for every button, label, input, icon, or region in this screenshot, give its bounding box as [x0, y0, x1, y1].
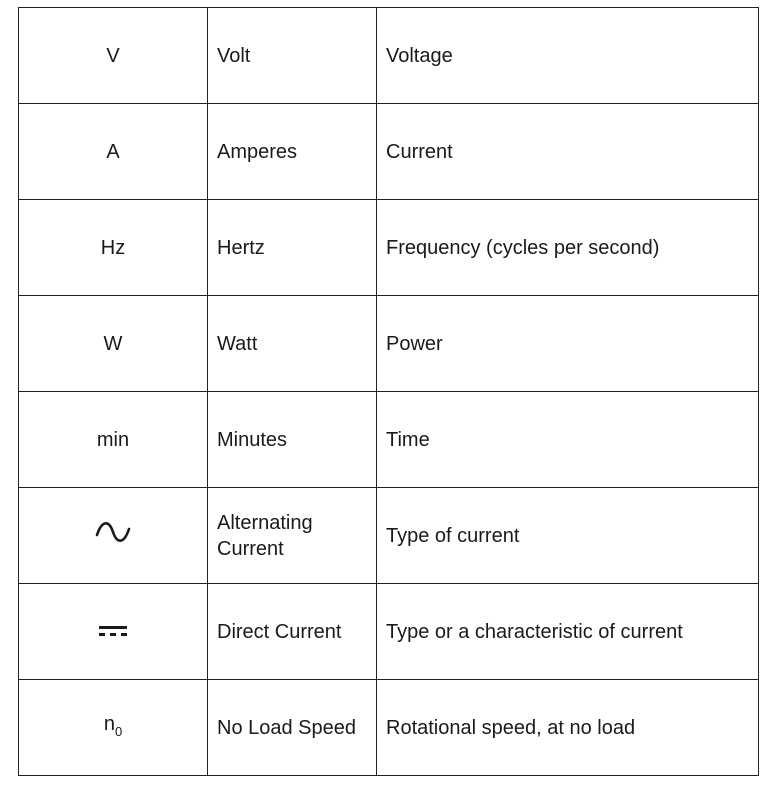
description-text: Rotational speed, at no load — [386, 716, 636, 739]
direct-current-icon — [98, 619, 128, 645]
name-cell — [208, 680, 377, 776]
table-row — [19, 584, 759, 680]
description-cell — [377, 104, 759, 200]
name-cell — [208, 392, 377, 488]
description-cell — [377, 200, 759, 296]
name-cell — [208, 296, 377, 392]
symbol-cell — [19, 104, 208, 200]
symbol-cell — [19, 296, 208, 392]
description-cell — [377, 392, 759, 488]
symbols-table — [18, 7, 759, 776]
symbol-subscript: 0 — [114, 723, 123, 739]
symbol-cell — [19, 488, 208, 584]
table-row — [19, 104, 759, 200]
description-cell — [377, 680, 759, 776]
name-cell — [208, 104, 377, 200]
name-text-line-2: Current — [217, 537, 284, 560]
description-text: Voltage — [386, 44, 453, 67]
table-row — [19, 200, 759, 296]
table-row — [19, 680, 759, 776]
symbol-text: A — [106, 140, 120, 163]
table-row — [19, 488, 759, 584]
symbol-text: V — [106, 44, 120, 67]
description-cell — [377, 296, 759, 392]
symbol-cell — [19, 680, 208, 776]
symbol-cell — [19, 8, 208, 104]
alternating-current-icon — [95, 521, 131, 550]
description-cell — [377, 8, 759, 104]
description-cell — [377, 584, 759, 680]
symbol-text — [104, 711, 122, 745]
name-cell — [208, 8, 377, 104]
symbol-cell — [19, 200, 208, 296]
table-row — [19, 392, 759, 488]
name-text: Hertz — [217, 236, 265, 259]
symbol-main: n — [103, 712, 115, 735]
name-text: No Load Speed — [217, 716, 357, 739]
name-text-line-1: Alternating — [217, 511, 313, 534]
name-cell — [208, 488, 377, 584]
name-cell — [208, 200, 377, 296]
description-text: Power — [386, 332, 443, 355]
description-text: Current — [386, 140, 453, 163]
description-text: Time — [386, 428, 430, 451]
symbol-cell — [19, 392, 208, 488]
name-text: Volt — [217, 44, 251, 67]
table-row — [19, 296, 759, 392]
description-cell — [377, 488, 759, 584]
symbol-text: W — [103, 332, 123, 355]
name-text: Minutes — [217, 428, 288, 451]
description-text: Type of current — [386, 524, 520, 547]
name-text: Direct Current — [217, 620, 342, 643]
name-text: Amperes — [217, 140, 298, 163]
name-cell — [208, 584, 377, 680]
symbol-text: Hz — [100, 236, 126, 259]
symbol-text: min — [96, 428, 130, 451]
table-row — [19, 8, 759, 104]
name-text: Watt — [217, 332, 258, 355]
symbol-cell — [19, 584, 208, 680]
description-text: Frequency (cycles per second) — [386, 236, 660, 259]
description-text: Type or a characteristic of current — [386, 620, 683, 643]
